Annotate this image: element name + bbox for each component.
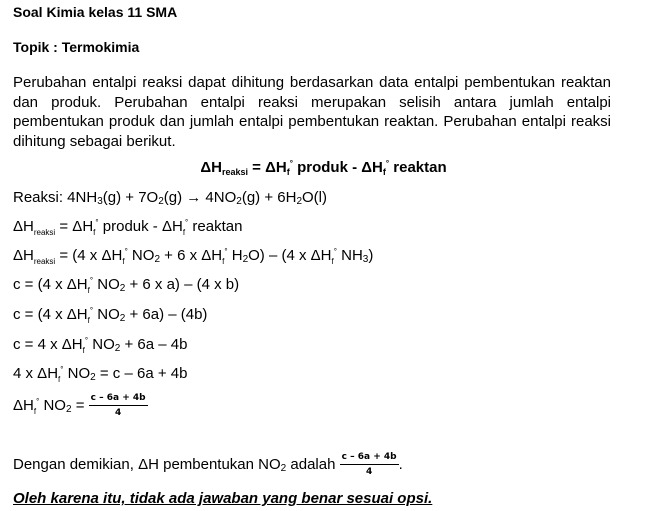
step-sup: °	[95, 218, 99, 227]
step-text: + 6a) – (4b)	[125, 306, 208, 323]
step-3	[13, 276, 239, 295]
step-sup: °	[333, 247, 337, 256]
step-text: 4 x ΔH	[13, 365, 59, 382]
step-sub: f	[82, 346, 85, 355]
doc-title: Soal Kimia kelas 11 SMA	[13, 4, 178, 20]
step-text: =	[71, 396, 89, 414]
step-1	[13, 218, 242, 237]
step-sub: f	[58, 375, 61, 384]
intro-text: Perubahan entalpi reaksi dapat dihitung berdasarkan data entalpi pembentukan reaktan dan produk. Perubahan entalpi reaksi merupakan selisih antara jumlah entalpi pembentukan produk dan jumlah entalpi pembentukan reaktan. Perubahan entalpi reaksi dihitung sebagai berikut.	[13, 74, 611, 150]
fraction-numerator: c – 6a + 4b	[89, 393, 148, 406]
conclusion-sub: 2	[280, 462, 287, 474]
step-text: c = (4 x ΔH	[13, 306, 88, 323]
step-sup: °	[89, 306, 94, 315]
formula-deg2: °	[385, 159, 390, 168]
conclusion-text: adalah	[286, 455, 340, 473]
step-sup: °	[36, 396, 40, 406]
reaction-sub: 2	[296, 196, 303, 207]
step-text: NO	[88, 336, 115, 353]
step-sup: °	[124, 247, 128, 256]
final-answer: Oleh karena itu, tidak ada jawaban yang benar sesuai opsi.	[13, 490, 433, 507]
step-text: = c – 6a + 4b	[95, 365, 188, 382]
formula-hf2: ΔH	[361, 159, 383, 176]
step-text: ΔH	[13, 247, 34, 264]
step-4	[13, 306, 207, 325]
step-sub: f	[87, 316, 90, 325]
conclusion-period: .	[398, 455, 403, 473]
reaction-line	[13, 189, 327, 207]
step-text: + 6 x ΔH	[160, 247, 223, 264]
reaction-part: Reaksi: 4NH	[13, 189, 98, 206]
step-sub: f	[331, 257, 334, 266]
step-sub: 3	[362, 254, 369, 265]
step-text: )	[368, 247, 374, 264]
step-sub: f	[122, 257, 125, 266]
step-text: NO	[93, 276, 120, 293]
fraction-denominator: 4	[365, 467, 373, 477]
step-text: + 6 x a) – (4 x b)	[125, 276, 240, 293]
step-sub: 2	[119, 283, 126, 294]
step-sub: f	[33, 406, 37, 416]
step-sub: 2	[90, 372, 96, 383]
step-5	[13, 336, 187, 355]
step-text: = ΔH	[55, 218, 94, 235]
step-final	[13, 393, 148, 419]
step-text: NO	[93, 306, 120, 323]
formula-produk: produk -	[292, 159, 362, 176]
step-sub: 2	[242, 254, 249, 265]
step-text: c = 4 x ΔH	[13, 336, 83, 353]
step-text: c = (4 x ΔH	[13, 276, 88, 293]
formula-reaktan: reaktan	[389, 159, 447, 176]
reaction-part: (g) + 7O	[102, 189, 159, 206]
step-text: NO	[63, 365, 91, 382]
formula-reaksi-sub: reaksi	[221, 167, 248, 177]
reaction-sub: 3	[97, 196, 103, 207]
formula-hf1: ΔH	[265, 159, 287, 176]
step-sup: °	[185, 218, 189, 227]
step-text: produk - ΔH	[98, 218, 183, 235]
fraction-numerator: c – 6a + 4b	[340, 452, 399, 465]
formula-eq: =	[248, 159, 266, 176]
formula-f2: f	[382, 167, 386, 177]
step-sub: f	[93, 228, 96, 237]
step-text: + 6a – 4b	[120, 336, 188, 353]
formula-dh: ΔH	[200, 159, 222, 176]
step-sub: 2	[65, 403, 72, 415]
step-text: H	[227, 247, 243, 264]
step-sub: 2	[119, 313, 126, 324]
step-sub: reaksi	[33, 257, 56, 266]
step-sub: f	[87, 286, 90, 295]
step-text: O) – (4 x ΔH	[248, 247, 332, 264]
step-sub: 2	[154, 254, 160, 265]
step-sup: °	[60, 365, 64, 374]
conclusion-line	[13, 452, 403, 478]
topic-heading: Topik : Termokimia	[13, 39, 140, 55]
reaction-part: (g) + 6H	[241, 189, 297, 206]
reaction-sub: 2	[158, 196, 164, 207]
reaction-sub: 2	[236, 196, 242, 207]
intro-paragraph	[13, 73, 611, 151]
step-sub: f	[182, 228, 186, 237]
step-sub: f	[222, 257, 225, 266]
step-sup: °	[89, 276, 94, 285]
step-text: = (4 x ΔH	[55, 247, 123, 264]
reaction-part: O(l)	[302, 189, 328, 206]
step-sup: °	[84, 336, 89, 345]
step-text: reaktan	[188, 218, 243, 235]
step-sup: °	[224, 247, 228, 256]
conclusion-text: Dengan demikian, ΔH pembentukan NO	[13, 455, 281, 473]
step-2	[13, 247, 373, 266]
formula-deg1: °	[289, 159, 293, 168]
step-text: NH	[336, 247, 363, 264]
fraction	[89, 393, 148, 419]
reaction-part: (g) → 4NO	[163, 189, 237, 206]
fraction-denominator: 4	[114, 408, 122, 418]
main-formula	[0, 159, 647, 177]
step-text: NO	[127, 247, 155, 264]
step-sub: reaksi	[33, 228, 56, 237]
step-sub: 2	[114, 343, 121, 354]
step-text: NO	[39, 396, 66, 414]
step-6	[13, 365, 187, 384]
conclusion-fraction	[340, 452, 399, 478]
step-text: ΔH	[13, 218, 34, 235]
formula-f1: f	[286, 167, 290, 177]
step-text: ΔH	[13, 396, 34, 414]
